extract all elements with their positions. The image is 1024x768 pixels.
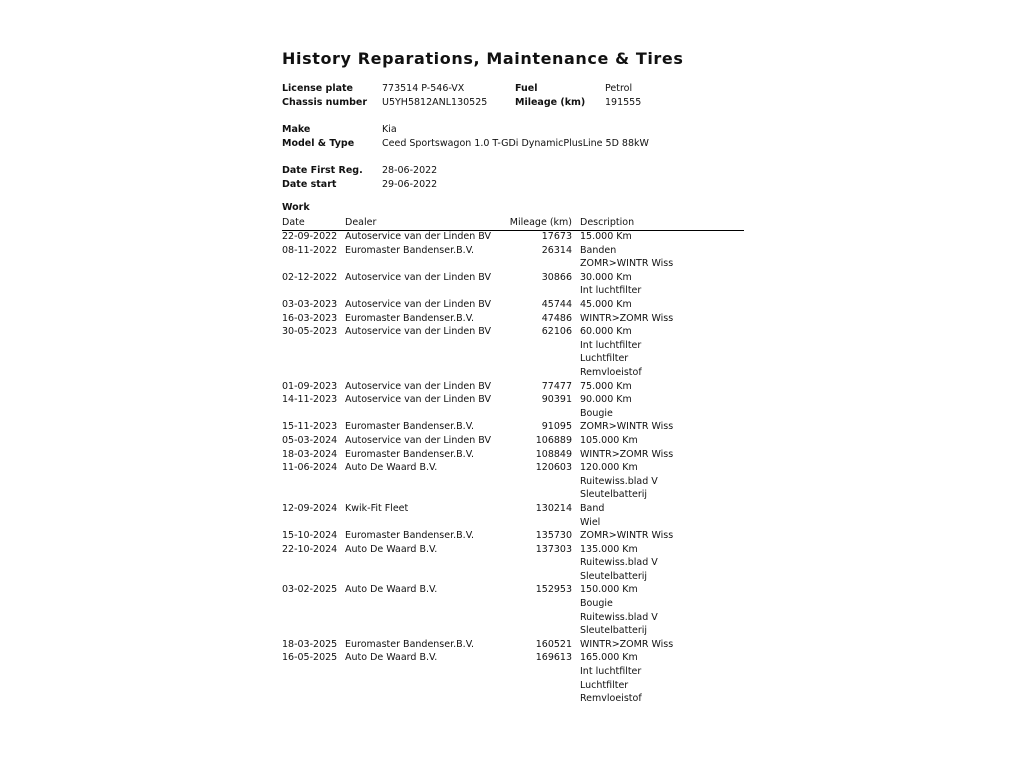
description-line: Sleutelbatterij <box>580 489 648 501</box>
row-description <box>580 244 673 271</box>
table-row <box>282 529 744 543</box>
row-dealer: Euromaster Bandenser.B.V. <box>345 448 474 460</box>
row-date: 18-03-2024 <box>282 448 338 460</box>
date-start-label: Date start <box>282 179 337 190</box>
table-row <box>282 638 744 652</box>
description-line: 15.000 Km <box>580 231 632 242</box>
description-line: ZOMR>WINTR Wiss <box>580 258 674 270</box>
description-line: Band <box>580 502 605 514</box>
row-mileage: 77477 <box>541 380 572 392</box>
row-mileage: 90391 <box>541 394 572 406</box>
row-date: 03-02-2025 <box>282 584 338 596</box>
row-dealer: Autoservice van der Linden BV <box>345 394 491 406</box>
description-line: 75.000 Km <box>580 380 632 392</box>
row-description <box>580 298 632 312</box>
description-line: WINTR>ZOMR Wiss <box>580 448 674 460</box>
row-mileage: 137303 <box>535 543 572 555</box>
description-line: 45.000 Km <box>580 298 632 310</box>
description-line: WINTR>ZOMR Wiss <box>580 638 674 650</box>
row-dealer: Autoservice van der Linden BV <box>345 434 491 446</box>
row-dealer: Euromaster Bandenser.B.V. <box>345 638 474 650</box>
row-mileage: 108849 <box>535 448 572 460</box>
row-date: 16-05-2025 <box>282 652 338 664</box>
description-line: Sleutelbatterij <box>580 570 648 582</box>
table-row <box>282 434 744 448</box>
make-value: Kia <box>382 124 397 135</box>
row-dealer: Euromaster Bandenser.B.V. <box>345 244 474 256</box>
col-mileage-header: Mileage (km) <box>509 217 572 228</box>
description-line: Wiel <box>580 516 601 528</box>
description-line: Int luchtfilter <box>580 339 642 351</box>
date-start-value: 29-06-2022 <box>382 179 438 190</box>
row-mileage: 45744 <box>541 298 572 310</box>
row-description <box>580 543 658 584</box>
description-line: Remvloeistof <box>580 366 642 378</box>
table-row <box>282 298 744 312</box>
description-line: Ruitewiss.blad V <box>580 611 658 623</box>
row-date: 18-03-2025 <box>282 638 338 650</box>
row-date: 05-03-2024 <box>282 434 338 446</box>
row-date: 02-12-2022 <box>282 271 338 283</box>
description-line: Bougie <box>580 407 613 419</box>
description-line: Sleutelbatterij <box>580 625 648 637</box>
row-dealer: Autoservice van der Linden BV <box>345 298 491 310</box>
description-line: 150.000 Km <box>580 584 638 596</box>
chassis-value: U5YH5812ANL130525 <box>382 97 488 108</box>
row-date: 15-10-2024 <box>282 530 338 542</box>
row-dealer: Euromaster Bandenser.B.V. <box>345 421 474 433</box>
table-row <box>282 244 744 271</box>
table-row <box>282 502 744 529</box>
row-dealer: Euromaster Bandenser.B.V. <box>345 312 474 324</box>
description-line: 135.000 Km <box>580 543 638 555</box>
description-line: WINTR>ZOMR Wiss <box>580 312 674 324</box>
work-heading: Work <box>282 202 310 213</box>
row-description <box>580 583 658 637</box>
row-mileage: 152953 <box>535 584 572 596</box>
table-row <box>282 651 744 705</box>
row-mileage: 17673 <box>541 231 572 242</box>
row-date: 16-03-2023 <box>282 312 338 324</box>
table-row <box>282 380 744 394</box>
model-label: Model & Type <box>282 138 355 149</box>
table-row <box>282 420 744 434</box>
row-description <box>580 461 658 502</box>
description-line: ZOMR>WINTR Wiss <box>580 421 674 433</box>
row-mileage: 91095 <box>541 421 572 433</box>
row-date: 30-05-2023 <box>282 326 338 338</box>
description-line: Ruitewiss.blad V <box>580 557 658 569</box>
row-description <box>580 638 673 652</box>
row-date: 01-09-2023 <box>282 380 338 392</box>
description-line: 60.000 Km <box>580 326 632 338</box>
description-line: 165.000 Km <box>580 652 638 664</box>
row-date: 11-06-2024 <box>282 462 338 474</box>
license-plate-value: 773514 P-546-VX <box>382 83 465 94</box>
row-description <box>580 448 673 462</box>
row-dealer: Auto De Waard B.V. <box>345 543 438 555</box>
row-date: 14-11-2023 <box>282 394 338 406</box>
page-title: History Reparations, Maintenance & Tires <box>282 49 684 68</box>
description-line: 30.000 Km <box>580 271 632 283</box>
row-dealer: Euromaster Bandenser.B.V. <box>345 530 474 542</box>
description-line: Int luchtfilter <box>580 285 642 297</box>
row-date: 08-11-2022 <box>282 244 338 256</box>
row-description <box>580 434 638 448</box>
mileage-value: 191555 <box>605 97 642 108</box>
row-dealer: Autoservice van der Linden BV <box>345 326 491 338</box>
col-description-header: Description <box>580 217 635 228</box>
row-mileage: 169613 <box>535 652 572 664</box>
first-reg-value: 28-06-2022 <box>382 165 438 176</box>
description-line: 105.000 Km <box>580 434 638 446</box>
row-dealer: Auto De Waard B.V. <box>345 462 438 474</box>
row-description <box>580 230 632 244</box>
description-line: Remvloeistof <box>580 693 642 705</box>
row-mileage: 30866 <box>541 271 572 283</box>
row-dealer: Autoservice van der Linden BV <box>345 231 491 242</box>
row-description <box>580 325 642 379</box>
row-date: 03-03-2023 <box>282 298 338 310</box>
row-date: 15-11-2023 <box>282 421 338 433</box>
row-mileage: 26314 <box>541 244 572 256</box>
table-row <box>282 230 744 244</box>
row-mileage: 47486 <box>541 312 572 324</box>
row-dealer: Autoservice van der Linden BV <box>345 271 491 283</box>
col-date-header: Date <box>282 217 305 228</box>
description-line: 120.000 Km <box>580 462 638 474</box>
row-mileage: 106889 <box>535 434 572 446</box>
description-line: 90.000 Km <box>580 394 632 406</box>
fuel-label: Fuel <box>515 83 538 94</box>
description-line: Ruitewiss.blad V <box>580 475 658 487</box>
description-line: Luchtfilter <box>580 679 629 691</box>
row-date: 22-10-2024 <box>282 543 338 555</box>
table-row <box>282 448 744 462</box>
description-line: Int luchtfilter <box>580 666 642 678</box>
table-row <box>282 312 744 326</box>
row-mileage: 160521 <box>535 638 572 650</box>
row-mileage: 130214 <box>535 502 572 514</box>
row-description <box>580 651 642 705</box>
first-reg-label: Date First Reg. <box>282 165 363 176</box>
row-description <box>580 529 673 543</box>
row-description <box>580 380 632 394</box>
model-value: Ceed Sportswagon 1.0 T-GDi DynamicPlusLine 5D 88kW <box>382 138 649 149</box>
table-row <box>282 393 744 420</box>
row-date: 12-09-2024 <box>282 502 338 514</box>
work-table-body <box>282 230 744 706</box>
row-description <box>580 312 673 326</box>
row-dealer: Auto De Waard B.V. <box>345 652 438 664</box>
fuel-value: Petrol <box>605 83 633 94</box>
description-line: Luchtfilter <box>580 353 629 365</box>
chassis-label: Chassis number <box>282 97 368 108</box>
work-table-header <box>282 216 744 231</box>
table-row <box>282 325 744 379</box>
row-description <box>580 502 604 529</box>
license-plate-label: License plate <box>282 83 354 94</box>
mileage-label: Mileage (km) <box>515 97 586 108</box>
col-dealer-header: Dealer <box>345 217 377 228</box>
table-row <box>282 543 744 584</box>
row-description <box>580 271 641 298</box>
table-row <box>282 271 744 298</box>
row-date: 22-09-2022 <box>282 231 338 242</box>
table-row <box>282 461 744 502</box>
description-line: Bougie <box>580 598 613 610</box>
row-mileage: 120603 <box>535 462 572 474</box>
row-description <box>580 420 673 434</box>
row-description <box>580 393 632 420</box>
description-line: Banden <box>580 244 617 256</box>
description-line: ZOMR>WINTR Wiss <box>580 530 674 542</box>
row-mileage: 62106 <box>541 326 572 338</box>
row-dealer: Auto De Waard B.V. <box>345 584 438 596</box>
row-mileage: 135730 <box>535 530 572 542</box>
make-label: Make <box>282 124 311 135</box>
row-dealer: Kwik-Fit Fleet <box>345 502 409 514</box>
table-row <box>282 583 744 637</box>
row-dealer: Autoservice van der Linden BV <box>345 380 491 392</box>
